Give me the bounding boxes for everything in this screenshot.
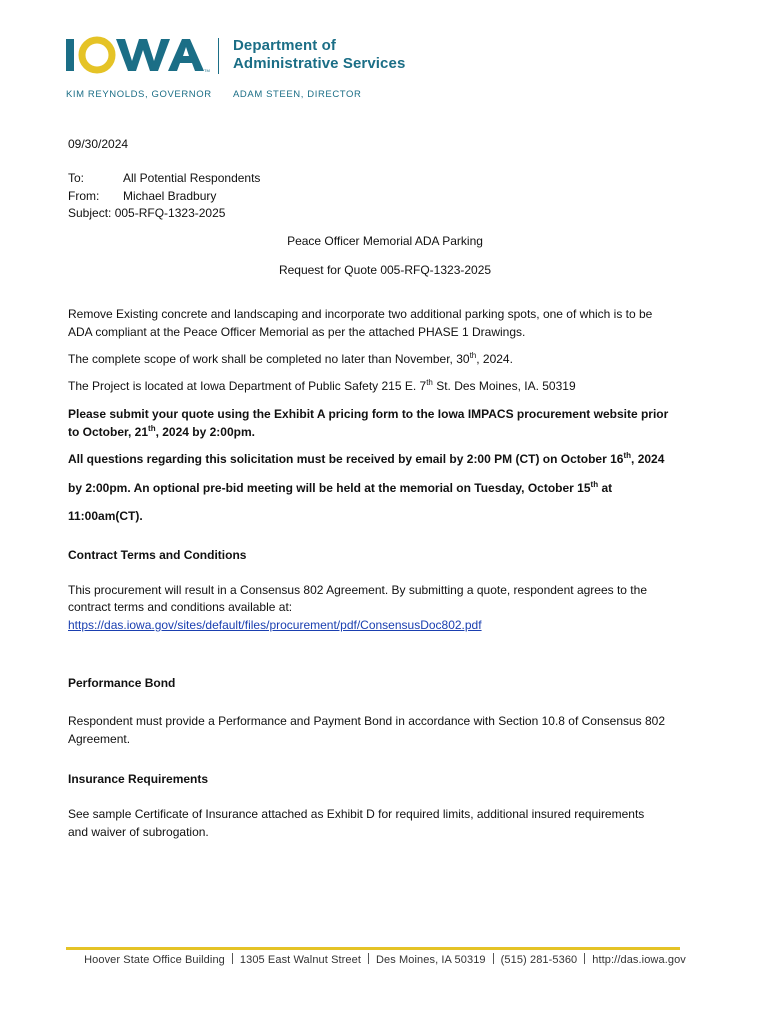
- questions-text: All questions regarding this solicitation must be received by email by 2:00 PM (CT) on October 16: [68, 452, 624, 466]
- footer-separator: [584, 953, 585, 964]
- contract-heading: Contract Terms and Conditions: [68, 548, 247, 562]
- footer-phone: (515) 281-5360: [500, 954, 578, 966]
- title-line-1: Peace Officer Memorial ADA Parking: [287, 234, 483, 248]
- completion-text: The complete scope of work shall be completed no later than November, 30: [68, 352, 470, 366]
- title-line-2: Request for Quote 005-RFQ-1323-2025: [278, 263, 492, 277]
- iowa-logo: [66, 36, 211, 76]
- director-name: ADAM STEEN, DIRECTOR: [233, 89, 362, 100]
- footer-web: http://das.iowa.gov: [592, 954, 686, 966]
- submit-sup: th: [148, 424, 156, 433]
- subject-value: 005-RFQ-1323-2025: [114, 206, 226, 220]
- footer-building: Hoover State Office Building: [84, 954, 225, 966]
- location-text: The Project is located at Iowa Department of Public Safety 215 E. 7: [68, 379, 427, 393]
- memo-date: 09/30/2024: [68, 137, 129, 151]
- memo-to: [68, 170, 260, 187]
- footer-city: Des Moines, IA 50319: [376, 954, 486, 966]
- location-paragraph: [68, 378, 576, 395]
- from-value: Michael Bradbury: [123, 189, 217, 203]
- insurance-line-1: See sample Certificate of Insurance attached as Exhibit D for required limits, additional insured requirements: [68, 807, 645, 821]
- prebid-sup: th: [590, 480, 599, 489]
- prebid-text: by 2:00pm. An optional pre-bid meeting will be held at the memorial on Tuesday, October 15: [68, 481, 591, 495]
- bond-line-1: Respondent must provide a Performance and Payment Bond in accordance with Section 10.8 of Consensus 802: [68, 714, 666, 728]
- questions-text-end: , 2024: [631, 452, 665, 466]
- memo-subject: [68, 205, 225, 222]
- submit-text-end: , 2024 by 2:00pm.: [155, 425, 255, 439]
- department-name: [233, 37, 405, 73]
- footer-address: [0, 953, 770, 966]
- completion-sup: th: [469, 351, 477, 360]
- scope-line-1: Remove Existing concrete and landscaping and incorporate two additional parking spots, one of which is to be: [68, 307, 653, 321]
- completion-text-end: , 2024.: [476, 352, 513, 366]
- questions-line-2: [68, 480, 612, 497]
- header-divider: [218, 38, 219, 74]
- completion-paragraph: [68, 351, 513, 368]
- questions-sup: th: [623, 451, 632, 460]
- department-line-2: Administrative Services: [233, 55, 406, 72]
- to-label: To:: [68, 171, 85, 185]
- location-text-end: St. Des Moines, IA. 50319: [432, 379, 576, 393]
- memo-from: [68, 188, 216, 205]
- subject-label: Subject:: [68, 206, 112, 220]
- svg-text:TM: TM: [204, 68, 210, 73]
- questions-line-1: [68, 451, 664, 468]
- submit-line-2: [68, 424, 255, 441]
- department-line-1: Department of: [233, 37, 336, 54]
- contract-link-row: [68, 617, 482, 634]
- footer-separator: [232, 953, 233, 964]
- consensus-doc-link[interactable]: https://das.iowa.gov/sites/default/files/procurement/pdf/ConsensusDoc802.pdf: [68, 618, 482, 632]
- footer-separator: [368, 953, 369, 964]
- submit-line-1: Please submit your quote using the Exhibit A pricing form to the Iowa IMPACS procurement website prior: [68, 407, 669, 421]
- insurance-line-2: and waiver of subrogation.: [68, 825, 209, 839]
- footer-rule: [66, 947, 680, 950]
- insurance-heading: Insurance Requirements: [68, 772, 209, 786]
- governor-name: KIM REYNOLDS, GOVERNOR: [66, 89, 212, 100]
- scope-line-2: ADA compliant at the Peace Officer Memorial as per the attached PHASE 1 Drawings.: [68, 325, 526, 339]
- location-sup: th: [426, 378, 433, 387]
- from-label: From:: [68, 189, 100, 203]
- bond-line-2: Agreement.: [68, 732, 131, 746]
- footer-separator: [493, 953, 494, 964]
- bond-heading: Performance Bond: [68, 676, 176, 690]
- contract-line-1: This procurement will result in a Consensus 802 Agreement. By submitting a quote, respondent agrees to the: [68, 583, 647, 597]
- footer-street: 1305 East Walnut Street: [239, 954, 362, 966]
- contract-line-2: contract terms and conditions available at:: [68, 600, 293, 614]
- prebid-text-end: at: [598, 481, 613, 495]
- to-value: All Potential Respondents: [123, 171, 261, 185]
- submit-text: to October, 21: [68, 425, 149, 439]
- questions-line-3: 11:00am(CT).: [68, 509, 143, 523]
